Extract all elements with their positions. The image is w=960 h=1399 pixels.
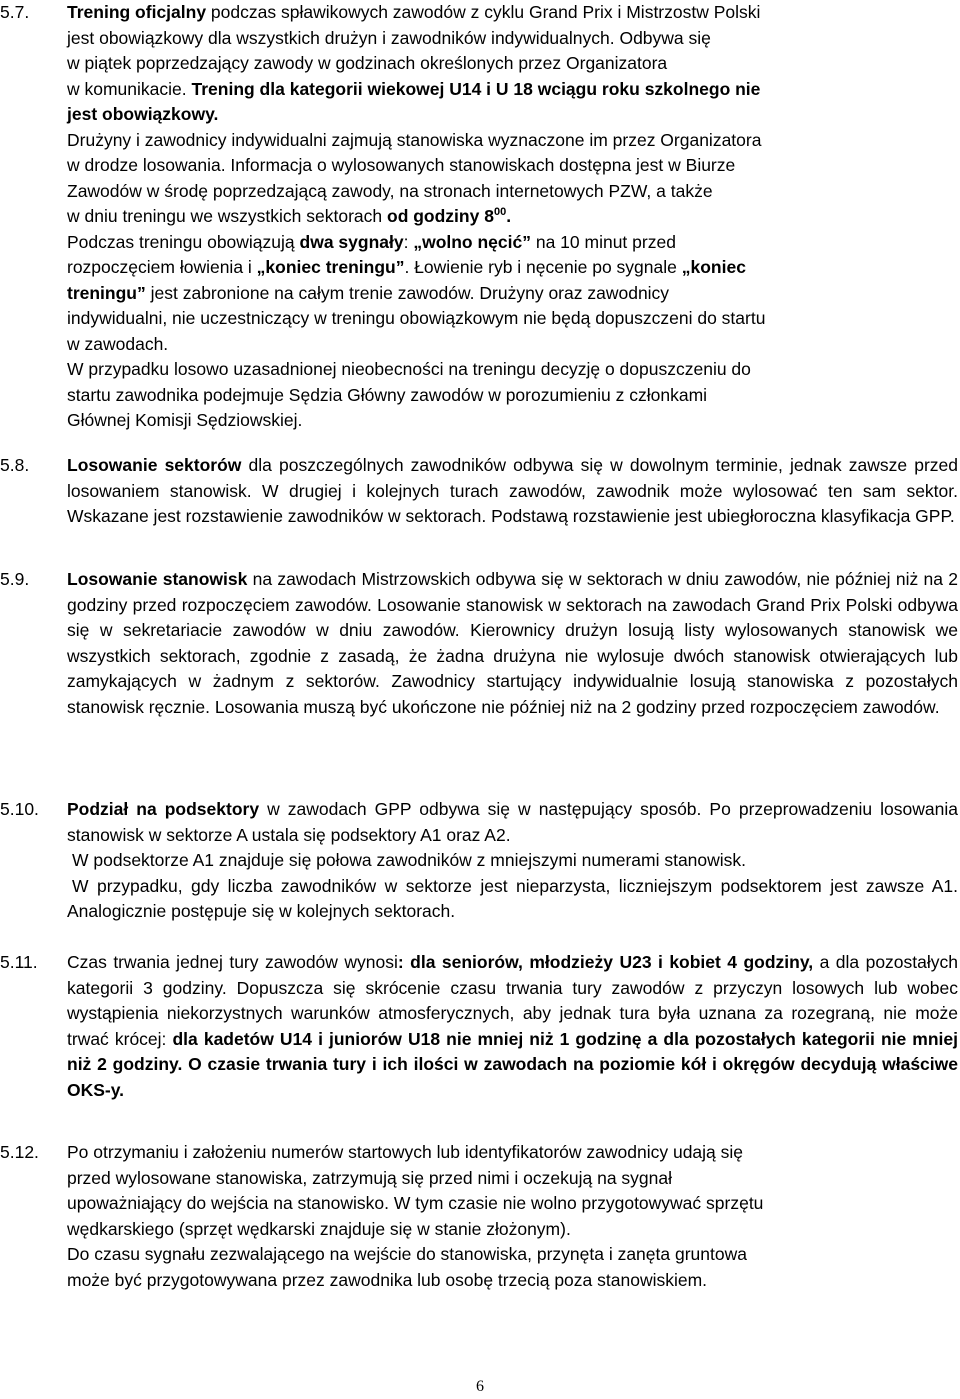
section-body: Po otrzymaniu i założeniu numerów startowych lub identyfikatorów zawodnicy udają się przed wylosowane stanowiska, zatrzymują się przed nimi i oczekują na sygnał upoważniający do wejścia na stanowisko. W tym czasie nie wolno przygotowywać sprzętu wędkarskiego (sprzęt wędkarski znajduje się w stanie złożonym). Do czasu sygnału zezwalającego na wejście do stanowiska, przynęta i zanęta gruntowa może być przygotowywana przez zawodnika lub osobę trzecią poza stanowiskiem. [67,1142,764,1290]
section-number: 5.10. [0,799,39,819]
section-number: 5.11. [0,952,38,972]
bold-phrase: Losowanie stanowisk [67,569,248,589]
section-number: 5.9. [0,569,30,589]
page-number: 6 [476,1378,484,1395]
section-body: Podział na podsektory w zawodach GPP odbywa się w następujący sposób. Po przeprowadzeniu losowania stanowisk w sektorze A ustala się podsektory A1 oraz A2. W podsektorze A1 znajduje się połowa zawodników z mniejszymi numerami stanowisk. W przypadku, gdy liczba zawodników w sektorze jest nieparzysta, liczniejszym podsektorem jest zawsze A1. Analogicznie postępuje się w kolejnych sektorach. [67,799,959,921]
section-number: 5.7. [0,2,30,22]
section-body: Trening oficjalny podczas spławikowych zawodów z cyklu Grand Prix i Mistrzostw Polski jest obowiązkowy dla wszystkich drużyn i zawodników indywidualnych. Odbywa się w piątek poprzedzający zawody w godzinach określonych przez Organizatora w komunikacie. Trening dla kategorii wiekowej U14 i U 18 wciągu roku szkolnego nie jest obowiązkowy. Drużyny i zawodnicy indywidualni zajmują stanowiska wyznaczone im przez Organizatora w drodze losowania. Informacja o wylosowanych stanowiskach dostępna jest w Biurze Zawodów w środę poprzedzającą zawody, na stronach internetowych PZW, a także w dniu treningu we wszystkich sektorach od godziny $8^{00}$. Podczas treningu obowiązują dwa sygnały: „wolno nęcić” na 10 minut przed rozpoczęciem łowienia i „koniec treningu”. Łowienie ryb i nęcenie po sygnale „koniec treningu” jest zabronione na całym trenie zawodów. Drużyny oraz zawodnicy indywidualni, nie uczestniczący w treningu obowiązkowym nie będą dopuszczeni do startu w zawodach. W przypadku losowo uzasadnionej nieobecności na treningu decyzję o dopuszczeniu do startu zawodnika podejmuje Sędzia Główny zawodów w porozumieniu z członkami Głównej Komisji Sędziowskiej. [67,2,766,430]
section-body: Czas trwania jednej tury zawodów wynosi: dla seniorów, młodzieży U23 i kobiet 4 godziny, a dla pozostałych kategorii 3 godziny. Dopuszcza się skrócenie czasu trwania tury zawodów z przyczyn losowych lub wobec wystąpienia niekorzystnych warunków atmosferycznych, aby jednak tura była uznana za rozegraną, nie może trwać krócej: dla kadetów U14 i juniorów U18 nie mniej niż 1 godzinę a dla pozostałych kategorii nie mniej niż 2 godziny. O czasie trwania tury i ich ilości w zawodach na poziomie kół i okręgów decydują właściwe OKS-y. [67,952,959,1100]
section-number: 5.12. [0,1142,39,1162]
section-body: Losowanie stanowisk na zawodach Mistrzowskich odbywa się w sektorach w dniu zawodów, nie później niż na 2 godziny przed rozpoczęciem zawodów. Losowanie stanowisk w sektorach na zawodach Grand Prix Polski odbywa się w sekretariacie zawodów w dniu zawodów. Kierownicy drużyn losują listy wylosowanych stanowisk we wszystkich sektorach, zgodnie z zasadą, że żadna drużyna nie wylosuje dwóch stanowisk otwierających lub zamykających w żadnym z sektorów. Zawodnicy startujący indywidualnie losują stanowiska z pozostałych stanowisk ręcznie. Losowania muszą być ukończone nie później niż na 2 godziny przed rozpoczęciem zawodów. [67,569,959,717]
section-body: Losowanie sektorów dla poszczególnych zawodników odbywa się w dowolnym terminie, jednak zawsze przed losowaniem stanowisk. W drugiej i kolejnych turach zawodów, zawodnik może wylosować ten sam sektor. Wskazane jest rozstawienie zawodników w sektorach. Podstawą rozstawienie jest ubiegłoroczna klasyfikacja GPP. [67,455,959,526]
section-number: 5.8. [0,455,30,475]
bold-phrase: Trening oficjalny [67,2,207,22]
bold-phrase: Podział na podsektory [67,799,260,819]
bold-phrase: Losowanie sektorów [67,455,242,475]
